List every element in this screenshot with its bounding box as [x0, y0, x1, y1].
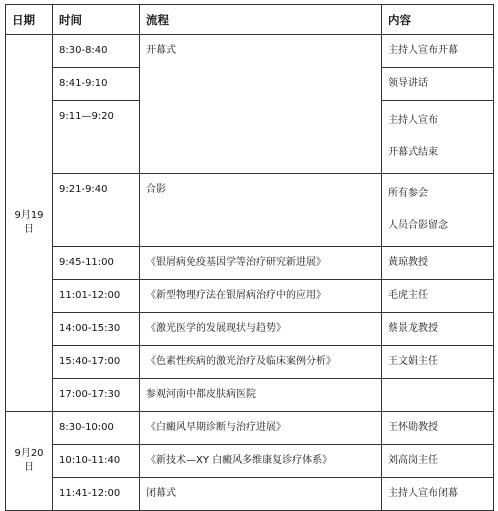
time-cell: 9:21-9:40	[53, 174, 140, 247]
time-cell: 11:01-12:00	[53, 280, 140, 313]
time-cell: 11:41-12:00	[53, 478, 140, 511]
table-row	[6, 445, 494, 478]
time-cell: 17:00-17:30	[53, 379, 140, 412]
header-row	[6, 5, 494, 35]
content-cell	[382, 68, 494, 101]
topic-cell: 《银屑病免疫基因学等治疗研究新进展》	[140, 247, 382, 280]
content-line: 主持人宣布开幕	[388, 45, 458, 56]
table-row	[6, 379, 494, 412]
content-line: 黄琼教授	[388, 257, 428, 268]
content-cell	[382, 280, 494, 313]
date-cell-day1	[6, 35, 53, 412]
schedule-table	[5, 4, 494, 511]
table-row	[6, 412, 494, 445]
date-line: 9月19	[14, 210, 44, 221]
topic-cell: 参观河南中都皮肤病医院	[140, 379, 382, 412]
content-line: 刘高岗主任	[388, 455, 438, 466]
time-cell: 10:10-11:40	[53, 445, 140, 478]
content-line: 毛虎主任	[388, 290, 428, 301]
date-line: 日	[24, 224, 34, 235]
table-row	[6, 478, 494, 511]
topic-cell: 《激光医学的发展现状与趋势》	[140, 313, 382, 346]
time-cell: 15:40-17:00	[53, 346, 140, 379]
content-cell	[382, 445, 494, 478]
content-cell	[382, 379, 494, 412]
header-process: 流程	[140, 5, 382, 35]
date-cell-day2	[6, 412, 53, 511]
content-cell	[382, 313, 494, 346]
content-line: 领导讲话	[388, 78, 428, 89]
topic-cell: 《白癜风早期诊断与治疗进展》	[140, 412, 382, 445]
topic-cell: 《新技术—XY 白癜风多维康复诊疗体系》	[140, 445, 382, 478]
date-line: 日	[24, 462, 34, 473]
content-line: 蔡景龙教授	[388, 323, 438, 334]
content-line: 王文娟主任	[388, 356, 438, 367]
header-time: 时间	[53, 5, 140, 35]
time-cell: 8:30-10:00	[53, 412, 140, 445]
time-cell: 8:30-8:40	[53, 35, 140, 68]
content-line: 主持人宣布闭幕	[388, 488, 458, 499]
time-cell: 9:11—9:20	[53, 101, 140, 174]
topic-cell: 闭幕式	[140, 478, 382, 511]
header-content: 内容	[382, 5, 494, 35]
topic-cell: 《新型物理疗法在银屑病治疗中的应用》	[140, 280, 382, 313]
content-cell	[382, 412, 494, 445]
date-line: 9月20	[14, 448, 44, 459]
table-row	[6, 313, 494, 346]
content-line: 所有参会	[388, 188, 428, 199]
topic-cell: 《色素性疾病的激光治疗及临床案例分析》	[140, 346, 382, 379]
content-cell	[382, 35, 494, 68]
table-row	[6, 280, 494, 313]
content-cell	[382, 101, 494, 174]
content-line: 王怀勋教授	[388, 422, 438, 433]
table-row	[6, 247, 494, 280]
topic-cell: 开幕式	[140, 35, 382, 174]
header-date: 日期	[6, 5, 53, 35]
table-row	[6, 174, 494, 247]
content-cell	[382, 247, 494, 280]
content-cell	[382, 174, 494, 247]
content-cell	[382, 346, 494, 379]
topic-cell: 合影	[140, 174, 382, 247]
table-row	[6, 35, 494, 68]
time-cell: 8:41-9:10	[53, 68, 140, 101]
content-line: 开幕式结束	[388, 147, 438, 158]
time-cell: 14:00-15:30	[53, 313, 140, 346]
time-cell: 9:45-11:00	[53, 247, 140, 280]
content-cell	[382, 478, 494, 511]
content-line: 主持人宣布	[388, 115, 438, 126]
table-row	[6, 346, 494, 379]
content-line: 人员合影留念	[388, 220, 448, 231]
